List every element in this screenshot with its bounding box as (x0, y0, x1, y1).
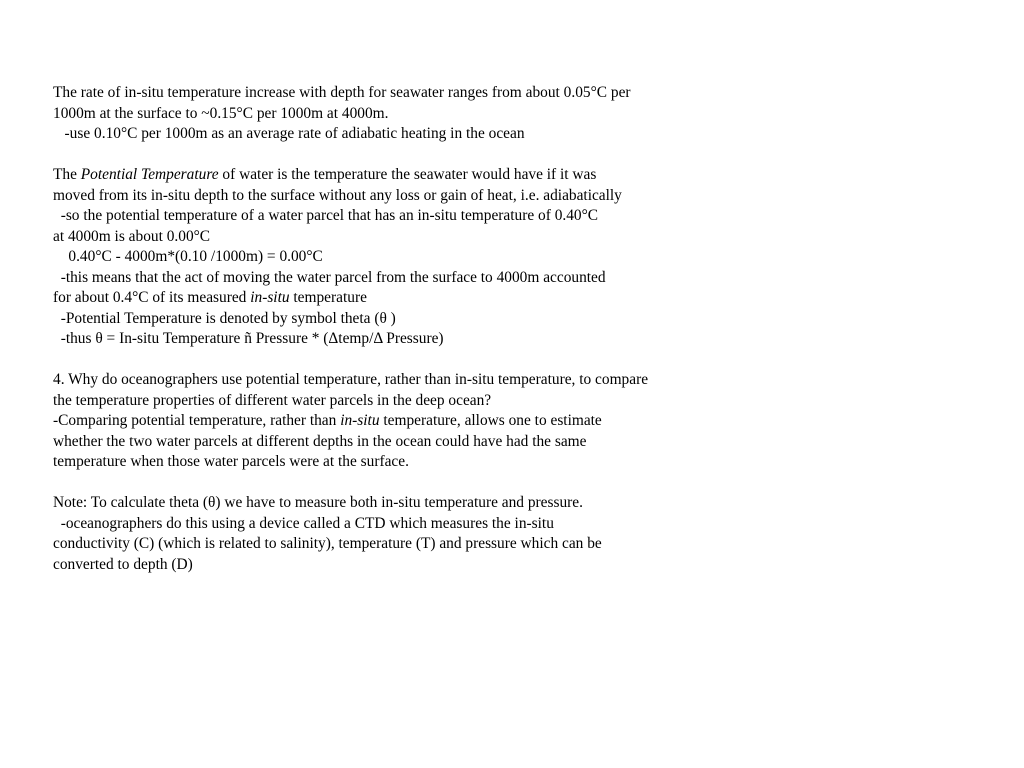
note-line: -oceanographers do this using a device called a CTD which measures the in-situ (53, 514, 554, 532)
text-line: -Potential Temperature is denoted by symbol theta (θ ) (53, 309, 396, 327)
text-line: The rate of in-situ temperature increase with depth for seawater ranges from about 0.05°C per (53, 84, 631, 101)
answer-line: temperature when those water parcels were at the surface. (53, 453, 409, 470)
potential-temperature-term: Potential Temperature (80, 166, 219, 183)
text-run: temperature, allows one to estimate (379, 412, 602, 429)
text-line: at 4000m is about 0.00°C (53, 227, 211, 245)
paragraph-gap (53, 145, 1003, 166)
question-line: the temperature properties of different water parcels in the deep ocean? (53, 391, 492, 409)
text-line: -this means that the act of moving the water parcel from the surface to 4000m accounted (53, 268, 606, 286)
text-line: moved from its in-situ depth to the surface without any loss or gain of heat, i.e. adiabatically (53, 186, 622, 204)
answer-line (53, 411, 1003, 432)
text-run: for about 0.4°C of its measured (53, 289, 251, 306)
note-line: Note: To calculate theta (θ) we have to measure both in-situ temperature and pressure. (53, 494, 583, 511)
text-line: -thus θ = In-situ Temperature ñ Pressure * (Δtemp/Δ Pressure) (53, 330, 444, 347)
text-run: temperature (289, 289, 367, 306)
text-line: -use 0.10°C per 1000m as an average rate of adiabatic heating in the ocean (53, 125, 525, 142)
text-line: -so the potential temperature of a water parcel that has an in-situ temperature of 0.40°C (53, 207, 599, 224)
text-run: -Comparing potential temperature, rather than (53, 412, 341, 429)
note-line: conductivity (C) (which is related to salinity), temperature (T) and pressure which can be (53, 535, 602, 552)
text-line: 1000m at the surface to ~0.15°C per 1000m at 4000m. (53, 104, 389, 122)
paragraph-gap (53, 350, 1003, 371)
answer-line: whether the two water parcels at different depths in the ocean could have had the same (53, 432, 587, 450)
note-line: converted to depth (D) (53, 555, 193, 573)
text-line (53, 288, 1003, 309)
text-line (53, 165, 1003, 186)
paragraph-gap (53, 473, 1003, 494)
in-situ-term: in-situ (340, 412, 380, 429)
text-body (53, 83, 1003, 575)
in-situ-term: in-situ (250, 289, 290, 306)
equation-line: 0.40°C - 4000m*(0.10 /1000m) = 0.00°C (53, 248, 323, 265)
text-run: of water is the temperature the seawater would have if it was (218, 166, 597, 183)
question-line: 4. Why do oceanographers use potential temperature, rather than in-situ temperature, to compare (53, 371, 649, 388)
text-run: The (53, 166, 81, 183)
